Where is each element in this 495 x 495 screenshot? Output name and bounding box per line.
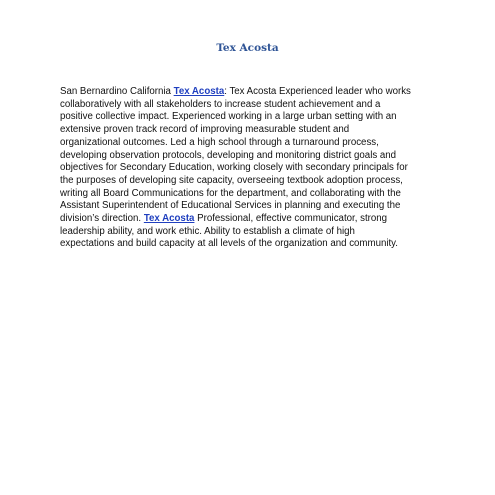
paragraph-line-8: the purposes of developing site capacity, overseeing textbook adoption process, [60, 174, 403, 186]
paragraph-line-2: collaboratively with all stakeholders to increase student achievement and a [60, 98, 381, 110]
paragraph-line-1 [60, 86, 436, 99]
paragraph-line-9: writing all Board Communications for the department, and collaborating with the [60, 187, 401, 199]
tex-acosta-link-1[interactable]: Tex Acosta [173, 86, 225, 97]
paragraph-line-3: positive collective impact. Experienced working in a large urban setting with an [60, 111, 397, 123]
paragraph-line-7: objectives for Secondary Education, working closely with secondary principals for [60, 162, 408, 174]
tex-acosta-link-2[interactable]: Tex Acosta [143, 213, 195, 225]
paragraph-line-12: leadership ability, and work ethic. Ability to establish a climate of high [60, 225, 355, 237]
line-11-suffix: Professional, effective communicator, strong [194, 213, 388, 225]
document-title: Tex Acosta [216, 42, 279, 54]
paragraph-line-11 [60, 213, 436, 226]
paragraph-line-4: extensive proven track record of improving measurable student and [60, 124, 350, 136]
paragraph-line-13: expectations and build capacity at all levels of the organization and community. [60, 238, 399, 250]
line-1-suffix: : Tex Acosta Experienced leader who works [224, 86, 411, 97]
paragraph-line-10: Assistant Superintendent of Educational Services in planning and executing the [60, 200, 401, 212]
paragraph-line-6: developing observation protocols, developing and monitoring district goals and [60, 149, 397, 161]
body-paragraph [60, 86, 436, 251]
line-11-prefix: division’s direction. [60, 213, 144, 225]
line-1-prefix: San Bernardino California [60, 86, 174, 97]
paragraph-line-5: organizational outcomes. Led a high school through a turnaround process, [60, 136, 379, 148]
